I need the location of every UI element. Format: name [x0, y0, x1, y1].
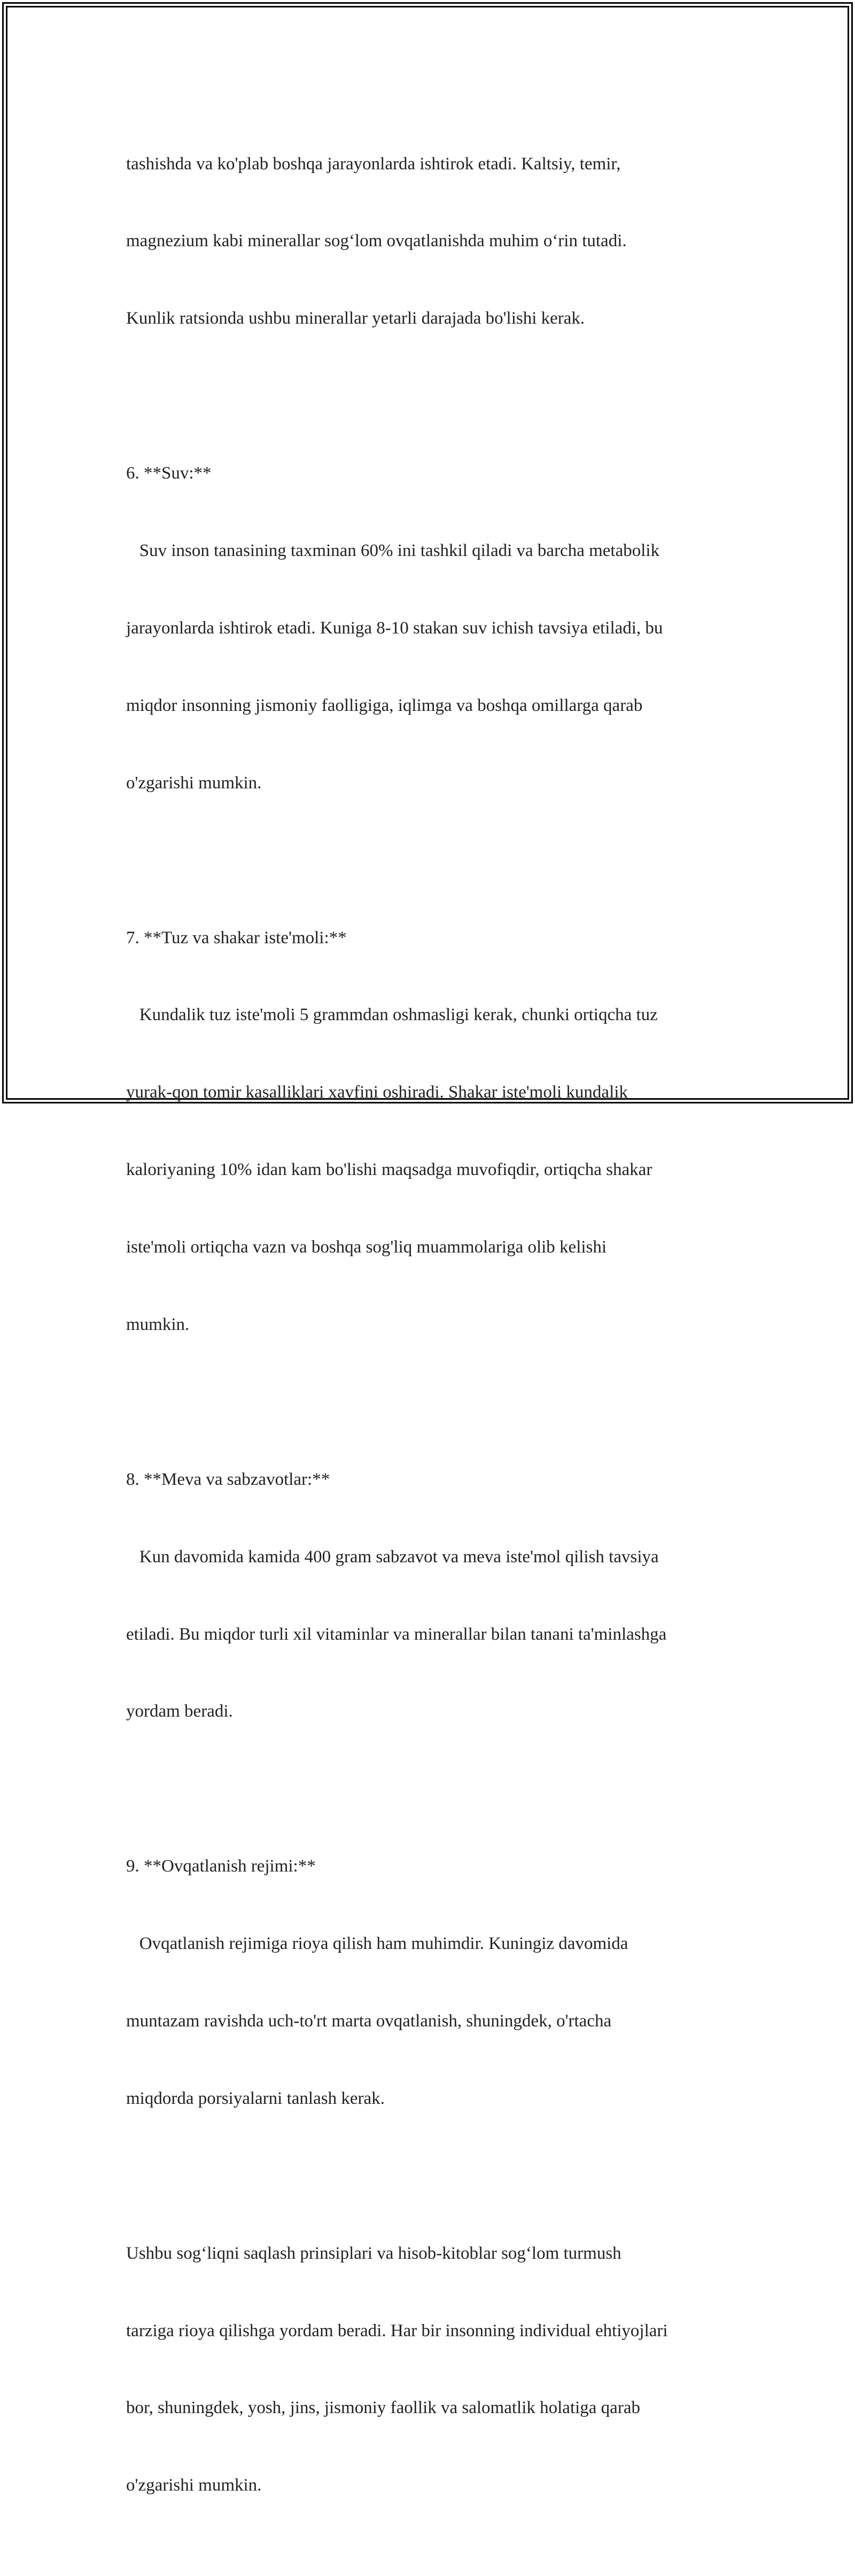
document-body — [126, 99, 746, 2576]
paragraph-minerals-continued — [126, 99, 746, 383]
text-line: Suv inson tanasining taxminan 60% ini tashkil qiladi va barcha metabolik — [126, 541, 660, 561]
text-line: mumkin. — [126, 1314, 190, 1334]
section-salt-sugar — [126, 873, 746, 1389]
section-fruits-vegetables — [126, 1415, 746, 1776]
text-line: muntazam ravishda uch-to'rt marta ovqatlanish, shuningdek, o'rtacha — [126, 2011, 612, 2031]
text-line: iste'moli ortiqcha vazn va boshqa sog'liq muammolariga olib kelishi — [126, 1238, 607, 1257]
text-line: yordam beradi. — [126, 1702, 233, 1721]
text-line: kaloriyaning 10% idan kam bo'lishi maqsadga muvofiqdir, ortiqcha shakar — [126, 1160, 652, 1180]
text-line: Ushbu sog‘liqni saqlash prinsiplari va hisob-kitoblar sog‘lom turmush — [126, 2243, 621, 2263]
text-line: bor, shuningdek, yosh, jins, jismoniy faollik va salomatlik holatiga qarab — [126, 2398, 640, 2418]
section-water — [126, 409, 746, 848]
text-line: o'zgarishi mumkin. — [126, 2476, 262, 2495]
text-line: magnezium kabi minerallar sog‘lom ovqatlanishda muhim o‘rin tutadi. — [126, 231, 627, 251]
text-line: yurak-qon tomir kasalliklari xavfini oshiradi. Shakar iste'moli kundalik — [126, 1083, 628, 1102]
text-line: jarayonlarda ishtirok etadi. Kuniga 8-10 stakan suv ichish tavsiya etiladi, bu — [126, 618, 663, 638]
text-line: etiladi. Bu miqdor turli xil vitaminlar va minerallar bilan tanani ta'minlashga — [126, 1624, 667, 1644]
text-line: miqdorda porsiyalarni tanlash kerak. — [126, 2088, 385, 2108]
text-line: miqdor insonning jismoniy faolligiga, iqlimga va boshqa omillarga qarab — [126, 695, 643, 715]
text-line: tashishda va ko'plab boshqa jarayonlarda ishtirok etadi. Kaltsiy, temir, — [126, 154, 621, 174]
section-heading: 7. **Tuz va shakar iste'moli:** — [126, 928, 347, 948]
text-line: Ovqatlanish rejimiga rioya qilish ham muhimdir. Kuningiz davomida — [126, 1934, 628, 1954]
section-heading: 9. **Ovqatlanish rejimi:** — [126, 1857, 316, 1876]
section-heading: 8. **Meva va sabzavotlar:** — [126, 1469, 330, 1489]
section-heading: 6. **Suv:** — [126, 464, 212, 483]
text-line: Kundalik tuz iste'moli 5 grammdan oshmasligi kerak, chunki ortiqcha tuz — [126, 1005, 658, 1025]
text-line: Kunlik ratsionda ushbu minerallar yetarli darajada bo'lishi kerak. — [126, 309, 585, 328]
text-line: tarziga rioya qilishga yordam beradi. Har bir insonning individual ehtiyojlari — [126, 2321, 668, 2340]
text-line: Kun davomida kamida 400 gram sabzavot va meva iste'mol qilish tavsiya — [126, 1547, 659, 1567]
paragraph-conclusion — [126, 2189, 746, 2550]
section-meal-regime — [126, 1802, 746, 2163]
text-line: o'zgarishi mumkin. — [126, 773, 262, 793]
